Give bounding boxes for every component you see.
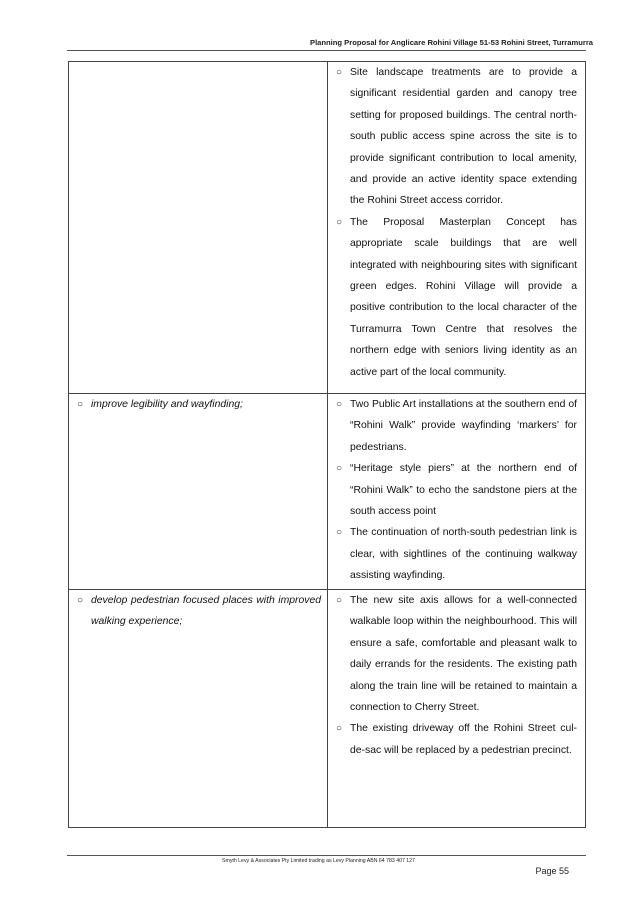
header-divider [67,50,586,51]
bullet-icon: ○ [335,463,343,475]
list-item-text: improve legibility and wayfinding; [91,399,243,410]
table-row [69,590,586,828]
list-item-text: Two Public Art installations at the southern end of “Rohini Walk” provide wayfinding ‘markers’ for pedestrians. [350,399,577,453]
table-row [69,394,586,590]
bullet-icon: ○ [335,595,343,606]
objective-cell [69,62,328,394]
list-item [328,718,585,761]
list-item [328,522,585,586]
objective-cell [69,394,328,590]
response-cell [328,590,586,828]
list-item-text: The existing driveway off the Rohini Street cul-de-sac will be replaced by a pedestrian precinct. [350,723,577,756]
list-item-text: Site landscape treatments are to provide a significant residential garden and canopy tree setting for proposed buildings. The central north-south public access spine across the site is to provide significant contribution to local amenity, and provide an active identity space extending the Rohini Street access corridor. [350,67,577,207]
list-item-text: develop pedestrian focused places with improved walking experience; [91,595,321,628]
table-row [69,62,586,394]
bullet-icon: ○ [335,399,343,410]
bullet-icon: ○ [335,527,343,539]
list-item-text: “Heritage style piers” at the northern end of “Rohini Walk” to echo the sandstone piers at the south access point [350,463,577,518]
bullet-icon: ○ [335,216,343,228]
running-header: Planning Proposal for Anglicare Rohini Village 51-53 Rohini Street, Turramurra [310,38,593,47]
list-item [328,590,585,718]
bullet-icon: ○ [335,67,343,78]
list-item-text: The Proposal Masterplan Concept has appropriate scale buildings that are well integrated with neighbouring sites with significant green edges. Rohini Village will provide a positive contribution to the local character of the Turramurra Town Centre that resolves the northern edge with seniors living identity as an active part of the local community. [350,216,577,378]
list-item [328,394,585,458]
bullet-icon: ○ [335,723,343,735]
footer-divider [67,855,586,856]
footer-company: Smyth Levy & Associates Pty Limited trading as Levy Planning ABN 64 783 407 127 [222,858,415,864]
list-item [328,62,585,212]
response-cell [328,62,586,394]
bullet-icon: ○ [76,399,84,410]
objective-cell [69,590,328,828]
list-item-text: The new site axis allows for a well-connected walkable loop within the neighbourhood. This will ensure a safe, comfortable and pleasant walk to daily errands for the residents. The existing path along the train line will be retained to maintain a connection to Cherry Street. [350,595,577,714]
list-item [328,212,585,383]
objectives-table [68,61,586,828]
page-number: Page 55 [535,866,569,876]
list-item [69,590,327,633]
response-cell [328,394,586,590]
list-item [328,458,585,522]
bullet-icon: ○ [76,595,84,606]
list-item-text: The continuation of north-south pedestrian link is clear, with sightlines of the continuing walkway assisting wayfinding. [350,527,577,582]
list-item [69,394,327,415]
